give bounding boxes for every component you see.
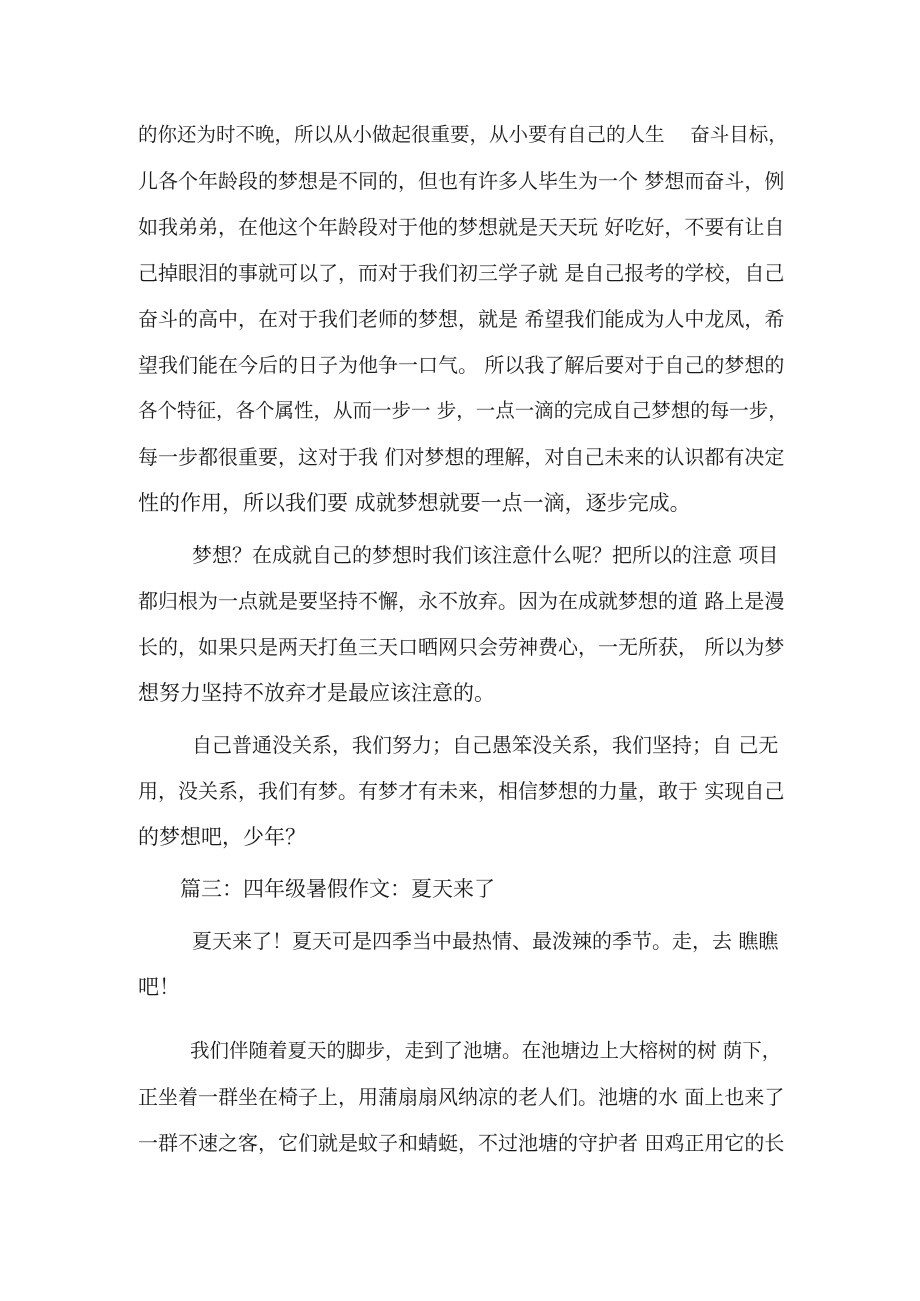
paragraph-first-line: 我们伴随着夏天的脚步，走到了池塘。在池塘边上大榕树的树 荫下， bbox=[190, 1039, 782, 1062]
text-line: 用，没关系，我们有梦。有梦才有未来，相信梦想的力量，敢于 实现自己 bbox=[138, 779, 785, 803]
text-line: 奋斗的高中，在对于我们老师的梦想，就是 希望我们能成为人中龙凤，希 bbox=[138, 307, 785, 331]
text-line: 的梦想吧，少年？ bbox=[138, 825, 306, 849]
paragraph-first-line: 梦想？在成就自己的梦想时我们该注意什么呢？把所以的注意 项目 bbox=[192, 543, 779, 567]
text-line: 的你还为时不晚，所以从小做起很重要，从小要有自己的人生 奋斗目标， bbox=[138, 123, 788, 146]
text-line: 各个特征，各个属性，从而一步一 步，一点一滴的完成自己梦想的每一步， bbox=[138, 399, 788, 422]
section-heading: 篇三：四年级暑假作文：夏天来了 bbox=[180, 877, 495, 901]
text-line: 一群不速之客，它们就是蚊子和蜻蜓，不过池塘的守护者 田鸡正用它的长 bbox=[138, 1131, 785, 1155]
text-line: 如我弟弟，在他这个年龄段对于他的梦想就是天天玩 好吃好，不要有让自 bbox=[138, 215, 785, 239]
text-line: 儿各个年龄段的梦想是不同的，但也有许多人毕生为一个 梦想而奋斗，例 bbox=[138, 169, 785, 193]
paragraph-first-line: 自己普通没关系，我们努力；自己愚笨没关系，我们坚持；自 己无 bbox=[192, 733, 779, 757]
text-line: 都归根为一点就是要坚持不懈，永不放弃。因为在成就梦想的道 路上是漫 bbox=[138, 589, 785, 613]
text-line: 望我们能在今后的日子为他争一口气。 所以我了解后要对于自己的梦想的 bbox=[138, 353, 785, 377]
text-line: 正坐着一群坐在椅子上，用蒲扇扇风纳凉的老人们。池塘的水 面上也来了 bbox=[138, 1085, 785, 1109]
text-line: 每一步都很重要，这对于我 们对梦想的理解，对自己未来的认识都有决定 bbox=[138, 445, 785, 469]
text-line: 性的作用，所以我们要 成就梦想就要一点一滴，逐步完成。 bbox=[138, 491, 691, 515]
text-line: 吧！ bbox=[138, 975, 180, 999]
paragraph-first-line: 夏天来了！夏天可是四季当中最热情、最泼辣的季节。走，去 瞧瞧 bbox=[192, 929, 779, 953]
text-line: 想努力坚持不放弃才是最应该注意的。 bbox=[138, 681, 495, 705]
text-line: 长的，如果只是两天打鱼三天口晒网只会劳神费心，一无所获， 所以为梦 bbox=[138, 635, 785, 659]
text-line: 己掉眼泪的事就可以了，而对于我们初三学子就 是自己报考的学校，自己 bbox=[138, 261, 785, 285]
